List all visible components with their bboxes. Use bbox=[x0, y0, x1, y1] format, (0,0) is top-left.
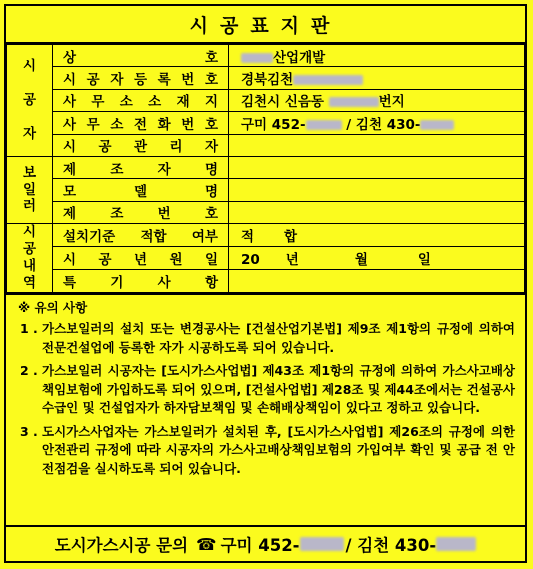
table-row bbox=[7, 156, 525, 178]
phone-gimcheon: / 김천 430- bbox=[341, 116, 421, 133]
label-cell bbox=[53, 224, 229, 247]
table-row bbox=[7, 134, 525, 156]
label-cell bbox=[53, 246, 229, 269]
label-char: 무 bbox=[91, 94, 105, 111]
row-label bbox=[63, 46, 228, 66]
label-char: 제 bbox=[63, 161, 77, 178]
table-row bbox=[7, 45, 525, 67]
label-char: 전 bbox=[133, 116, 148, 133]
label-char: 사 bbox=[63, 94, 77, 111]
inquiry-label: 도시가스시공 문의 bbox=[54, 536, 189, 555]
construction-signboard bbox=[4, 4, 527, 563]
label-char: 년 bbox=[133, 251, 148, 268]
value-part: 적 bbox=[241, 229, 255, 246]
caution-notes bbox=[6, 293, 525, 479]
label-char: 호 bbox=[204, 206, 218, 223]
label-char: 번 bbox=[181, 116, 195, 133]
label-char: 자 bbox=[204, 139, 218, 156]
value-cell bbox=[229, 112, 525, 134]
row-label bbox=[63, 90, 228, 110]
redacted-block bbox=[241, 53, 273, 63]
note-item bbox=[18, 423, 515, 479]
company-name: 산업개발 bbox=[273, 49, 326, 66]
label-cell bbox=[53, 201, 229, 223]
note-number: 2 . bbox=[20, 363, 38, 379]
label-char: 번 bbox=[157, 206, 171, 223]
value-part: 합 bbox=[284, 229, 298, 246]
row-label bbox=[63, 135, 228, 155]
label-cell bbox=[53, 112, 229, 134]
label-char: 원 bbox=[169, 251, 183, 268]
label-char: 특 bbox=[63, 274, 77, 291]
label-cell bbox=[53, 89, 229, 111]
label-cell bbox=[53, 156, 229, 178]
label-char: 시 bbox=[63, 251, 77, 268]
label-char: 번 bbox=[181, 72, 195, 89]
value-cell bbox=[229, 224, 525, 247]
redacted-block bbox=[329, 97, 379, 107]
label-char: 기 bbox=[110, 274, 124, 291]
label-char: 사 bbox=[63, 116, 77, 133]
label-char: 모 bbox=[63, 184, 77, 201]
row-label bbox=[63, 180, 228, 200]
table-row bbox=[7, 201, 525, 223]
value-part: 년 bbox=[285, 251, 299, 268]
value-cell bbox=[229, 269, 525, 292]
value-part: 일 bbox=[417, 251, 431, 268]
label-char: 항 bbox=[204, 274, 218, 291]
label-char: 등 bbox=[133, 72, 148, 89]
note-item bbox=[18, 362, 515, 418]
table-row bbox=[7, 112, 525, 134]
label-char: 적합 bbox=[140, 229, 167, 246]
label-char: 록 bbox=[157, 72, 171, 89]
inquiry-footer bbox=[6, 525, 525, 561]
redacted-block bbox=[293, 75, 363, 85]
label-char: 조 bbox=[110, 161, 124, 178]
registration-prefix: 경북김천 bbox=[241, 72, 294, 89]
value-cell bbox=[229, 45, 525, 67]
value-cell bbox=[229, 179, 525, 201]
label-char: 명 bbox=[204, 161, 218, 178]
gimcheon-phone: / 김천 430- bbox=[345, 536, 437, 555]
label-char: 호 bbox=[204, 49, 218, 66]
label-char: 무 bbox=[86, 116, 100, 133]
table-row bbox=[7, 224, 525, 247]
group-contractor: 시 공 자 bbox=[7, 45, 53, 157]
label-char: 호 bbox=[204, 72, 218, 89]
label-cell bbox=[53, 67, 229, 89]
label-char: 시 bbox=[63, 139, 77, 156]
label-char: 소 bbox=[119, 94, 133, 111]
label-char: 공 bbox=[86, 72, 100, 89]
label-cell bbox=[53, 134, 229, 156]
redacted-block bbox=[436, 537, 476, 551]
label-char: 공 bbox=[98, 251, 112, 268]
note-number: 3 . bbox=[20, 423, 38, 439]
redacted-block bbox=[306, 120, 342, 130]
label-char: 리 bbox=[169, 139, 183, 156]
value-cell bbox=[229, 156, 525, 178]
row-label bbox=[63, 113, 228, 133]
label-char: 설치기준 bbox=[63, 229, 116, 246]
redacted-block bbox=[420, 120, 454, 130]
label-char: 조 bbox=[110, 206, 124, 223]
label-char: 델 bbox=[133, 184, 148, 201]
note-number: 1 . bbox=[20, 321, 38, 337]
label-char: 일 bbox=[204, 251, 218, 268]
label-char: 공 bbox=[98, 139, 112, 156]
label-cell bbox=[53, 179, 229, 201]
value-part: 20 bbox=[241, 251, 260, 268]
table-row bbox=[7, 67, 525, 89]
note-item bbox=[18, 320, 515, 357]
phone-gumi: 구미 452- bbox=[241, 116, 306, 133]
label-char: 재 bbox=[176, 94, 190, 111]
label-char: 자 bbox=[110, 72, 124, 89]
label-char: 사 bbox=[157, 274, 171, 291]
table-row bbox=[7, 89, 525, 111]
note-text: 도시가스사업자는 가스보일러가 설치된 후, [도시가스사업법] 제26조의 규정에 의한 안전관리 규정에 따라 시공자의 가스사고배상책임보험의 가입여부 확인 및 공급 전 안전점검을 실시하도록 되어 있습니다. bbox=[42, 423, 515, 476]
value-cell bbox=[229, 134, 525, 156]
label-char: 호 bbox=[204, 116, 218, 133]
label-cell bbox=[53, 45, 229, 67]
note-text: 가스보일러 시공자는 [도시가스사업법] 제43조 제1항의 규정에 의하여 가스사고배상책임보험에 가입하도록 되어 있으며, [건설사업법] 제28조 및 제44조에서는 건설공사 수급인 및 건설업자가 하자담보책임 및 손해배상책임이 있다고 정하고 있습니다. bbox=[42, 363, 515, 416]
label-char: 소 bbox=[110, 116, 124, 133]
row-label bbox=[63, 202, 228, 222]
table-row bbox=[7, 179, 525, 201]
signboard-title: 시공표지판 bbox=[6, 6, 525, 44]
label-char: 제 bbox=[63, 206, 77, 223]
redacted-block bbox=[300, 537, 344, 551]
row-label bbox=[63, 248, 228, 268]
gumi-phone: 구미 452- bbox=[220, 536, 300, 555]
label-char: 명 bbox=[204, 184, 218, 201]
label-char: 시 bbox=[63, 72, 77, 89]
label-char: 관 bbox=[133, 139, 148, 156]
table-row bbox=[7, 269, 525, 292]
info-table bbox=[6, 44, 525, 293]
value-cell bbox=[229, 246, 525, 269]
telephone-icon: ☎ bbox=[196, 534, 217, 554]
group-installation: 시 공 내 역 bbox=[7, 224, 53, 293]
address-suffix: 번지 bbox=[378, 94, 405, 111]
label-char: 자 bbox=[157, 161, 171, 178]
row-label bbox=[63, 271, 228, 291]
row-label bbox=[63, 158, 228, 178]
group-boiler: 보 일 러 bbox=[7, 156, 53, 223]
label-char: 상 bbox=[63, 49, 77, 66]
notes-heading: ※ 유의 사항 bbox=[18, 299, 88, 315]
value-cell bbox=[229, 201, 525, 223]
row-label bbox=[63, 68, 228, 88]
value-cell bbox=[229, 67, 525, 89]
label-char: 화 bbox=[157, 116, 171, 133]
label-char: 지 bbox=[204, 94, 218, 111]
note-text: 가스보일러의 설치 또는 변경공사는 [건설산업기본법] 제9조 제1항의 규정에 의하여 전문건설업에 등록한 자가 시공하도록 되어 있습니다. bbox=[42, 321, 515, 355]
label-char: 소 bbox=[148, 94, 162, 111]
value-part: 월 bbox=[354, 251, 368, 268]
value-cell bbox=[229, 89, 525, 111]
label-cell bbox=[53, 269, 229, 292]
row-label bbox=[63, 225, 228, 245]
label-char: 여부 bbox=[191, 229, 218, 246]
address-prefix: 김천시 신음동 bbox=[241, 94, 329, 111]
table-row bbox=[7, 246, 525, 269]
